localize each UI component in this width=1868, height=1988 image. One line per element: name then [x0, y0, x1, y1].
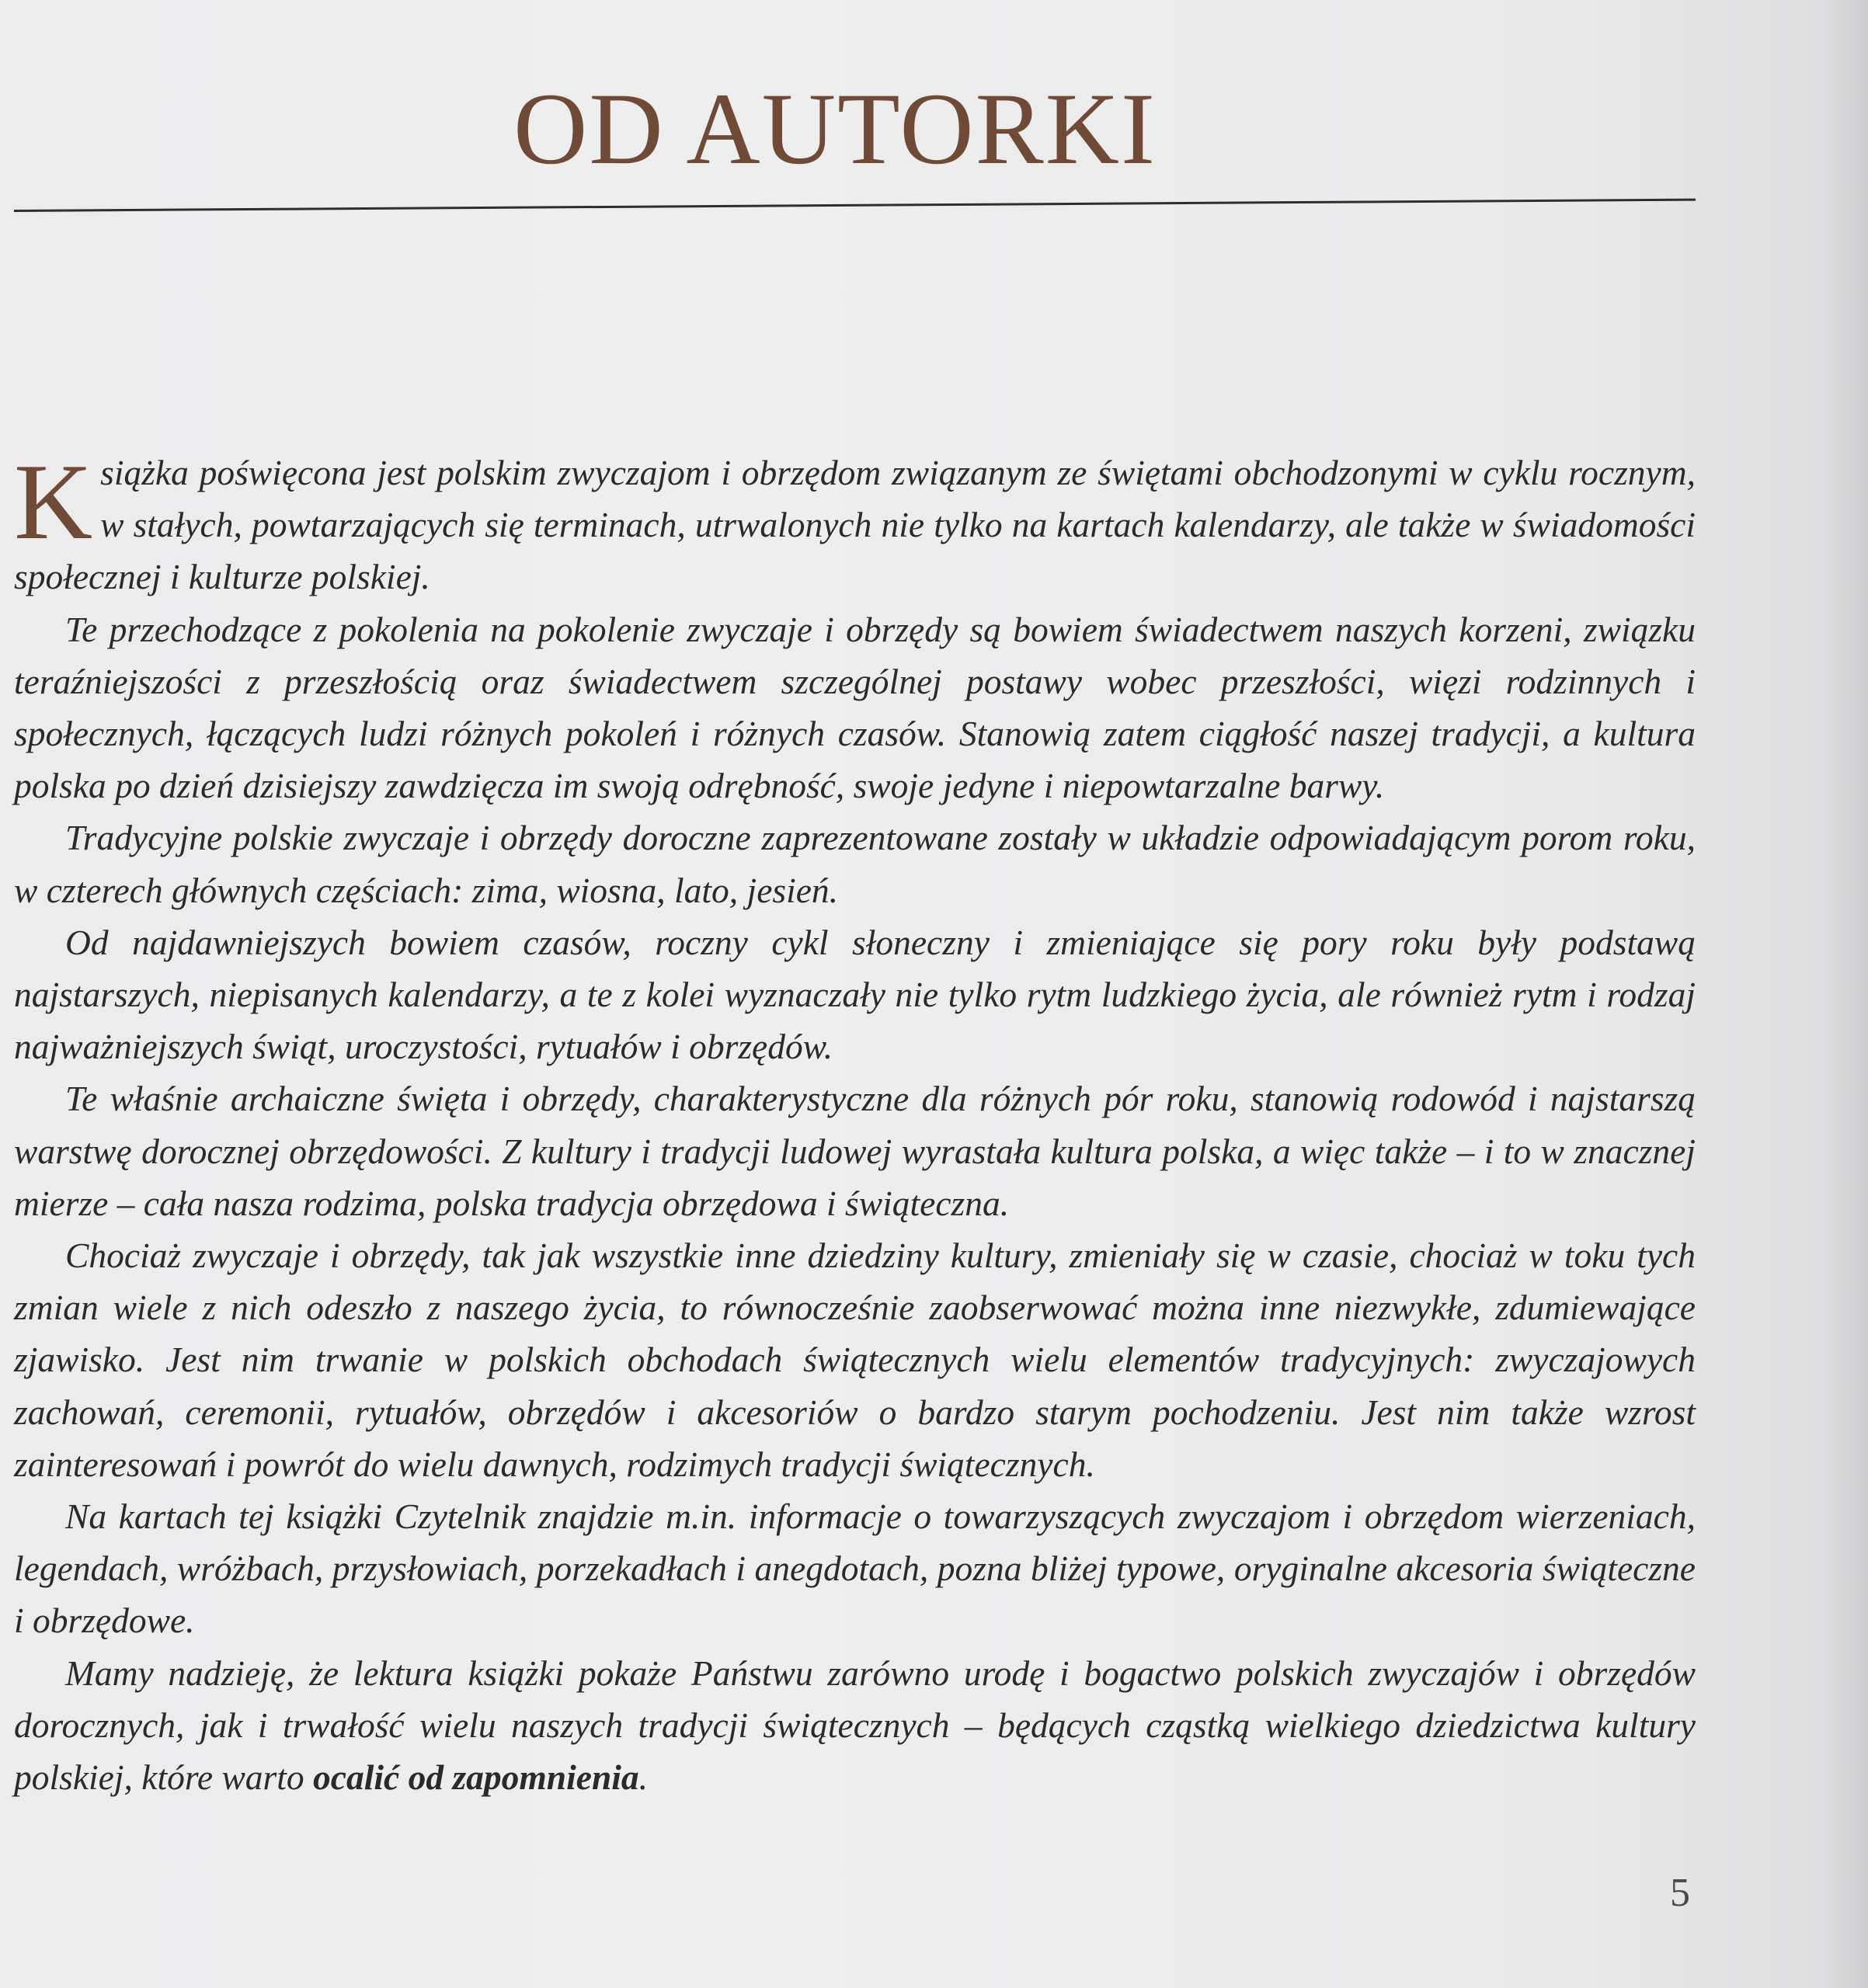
paragraph-2: Te przechodzące z pokolenia na pokolenie zwyczaje i obrzędy są bowiem świadectwem naszych korzeni, związku teraźniejszości z przeszłością oraz świadectwem szczególnej postawy wobec przeszłości, więzi rodzinnych i społecznych, łączących ludzi różnych pokoleń i różnych czasów. Stanowią zatem ciągłość naszej tradycji, a kultura polska po dzień dzisiejszy zawdzięcza im swoją odrębność, swoje jedyne i niepowtarzalne barwy. [14, 609, 1696, 806]
paragraph-1-text: siążka poświęcona jest polskim zwyczajom i obrzędom związanym ze świętami obchodzonymi w cyklu rocznym, w stałych, powtarzających się terminach, utrwalonych nie tylko na kartach kalendarzy, ale także w świadomości społecznej i kulturze polskiej. [14, 453, 1696, 597]
page-number: 5 [1670, 1871, 1690, 1915]
paragraph-8-emphasis: ocalić od zapomnienia [313, 1757, 639, 1798]
title-underline [14, 199, 1696, 212]
paragraph-8-end: . [638, 1757, 649, 1798]
paragraph-6: Chociaż zwyczaje i obrzędy, tak jak wszystkie inne dziedziny kultury, zmieniały się w czasie, chociaż w toku tych zmian wiele z nich odeszło z naszego życia, to równocześnie zaobserwować można inne niezwykłe, zdumiewające zjawisko. Jest nim trwanie w polskich obchodach świątecznych wielu elementów tradycyjnych: zwyczajowych zachowań, ceremonii, rytuałów, obrzędów i akcesoriów o bardzo starym pochodzeniu. Jest nim także wzrost zainteresowań i powrót do wielu dawnych, rodzimych tradycji świątecznych. [14, 1236, 1696, 1484]
paragraph-8 [14, 1647, 1696, 1804]
paragraph-7: Na kartach tej książki Czytelnik znajdzie m.in. informacje o towarzyszących zwyczajom i obrzędom wierzeniach, legendach, wróżbach, przysłowiach, porzekadłach i anegdotach, pozna bliżej typowe, oryginalne akcesoria świąteczne i obrzędowe. [14, 1496, 1696, 1641]
paragraph-5: Te właśnie archaiczne święta i obrzędy, charakterystyczne dla różnych pór roku, stanowią rodowód i najstarszą warstwę dorocznej obrzędowości. Z kultury i tradycji ludowej wyrastała kultura polska, a więc także – i to w znacznej mierze – cała nasza rodzima, polska tradycja obrzędowa i świąteczna. [14, 1079, 1696, 1223]
page-edge-shadow [1821, 0, 1868, 1988]
paragraph-1 [14, 442, 1696, 603]
foreword-text [14, 442, 1696, 1803]
paragraph-3: Tradycyjne polskie zwyczaje i obrzędy doroczne zaprezentowane zostały w układzie odpowiadającym porom roku, w czterech głównych częściach: zima, wiosna, lato, jesień. [14, 818, 1696, 910]
paragraph-4: Od najdawniejszych bowiem czasów, roczny cykl słoneczny i zmieniające się pory roku były podstawą najstarszych, niepisanych kalendarzy, a te z kolei wyznaczały nie tylko rytm ludzkiego życia, ale również rytm i rodzaj najważniejszych świąt, uroczystości, rytuałów i obrzędów. [14, 922, 1696, 1067]
drop-cap: K [14, 442, 93, 562]
paragraph-8-text: Mamy nadzieję, że lektura książki pokaże Państwu zarówno urodę i bogactwo polskich zwyczajów i obrzędów dorocznych, jak i trwałość wielu naszych tradycji świątecznych – będących cząstką wielkiego dziedzictwa kultury polskiej, które warto [14, 1653, 1696, 1798]
page-title: OD AUTORKI [513, 71, 1157, 186]
